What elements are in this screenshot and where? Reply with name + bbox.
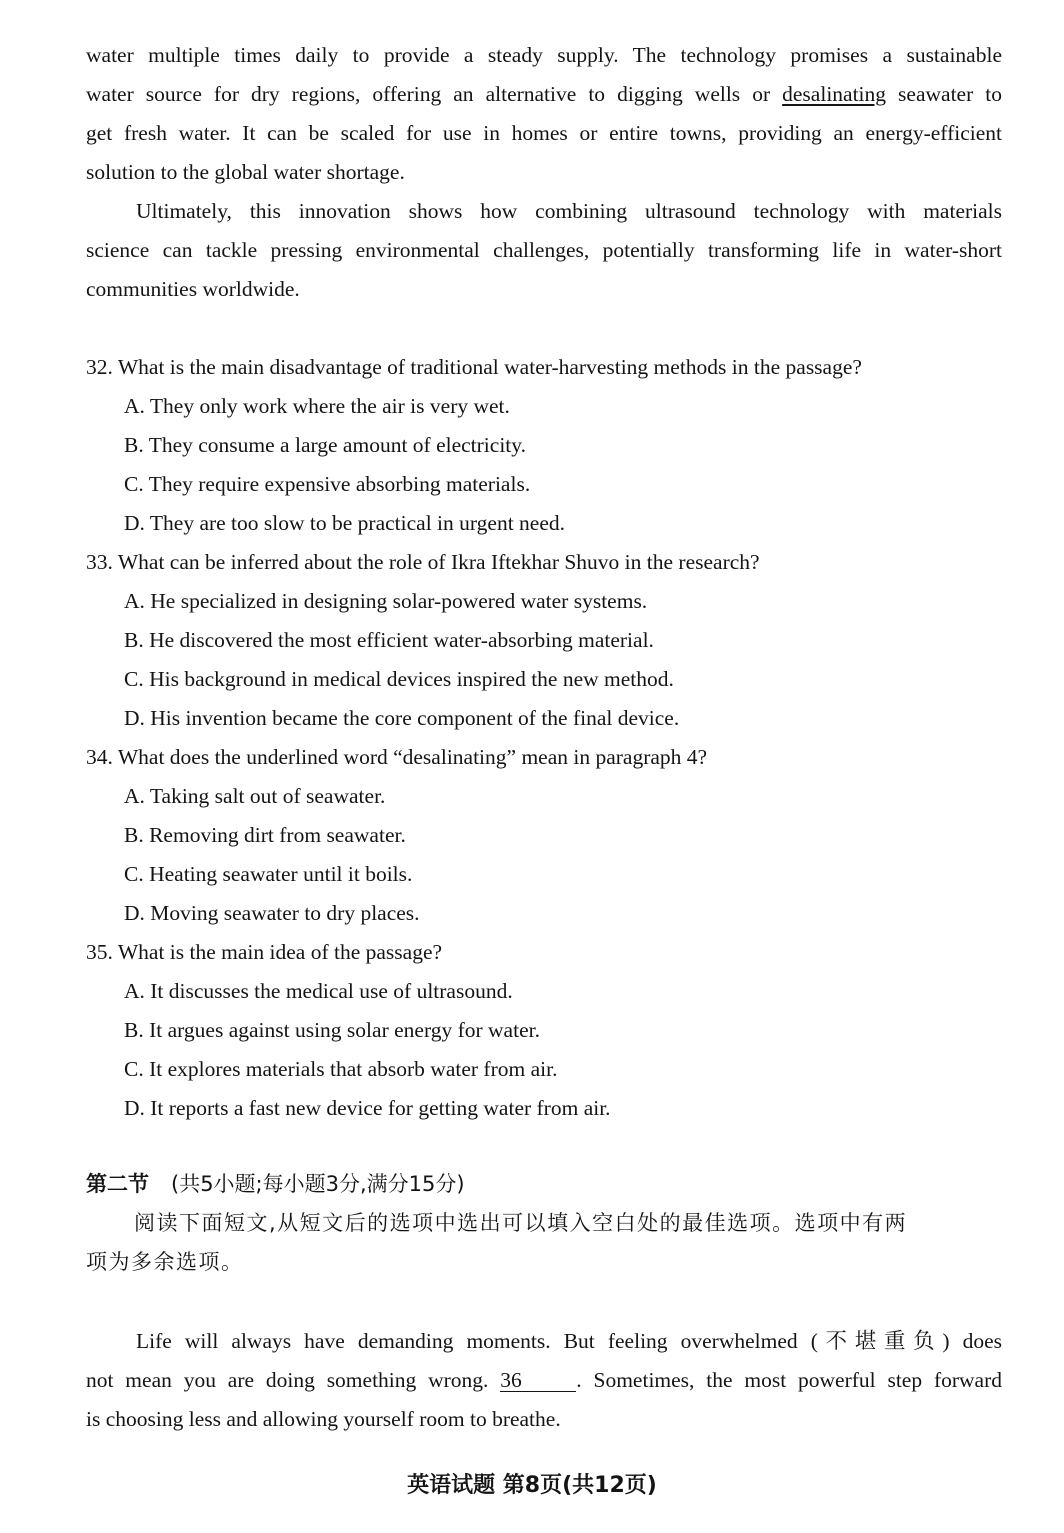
section-2-title: 第二节 [86,1172,149,1196]
blank-36[interactable]: 36 [500,1369,576,1392]
cloze-line-3: is choosing less and allowing yourself room to breathe. [86,1407,561,1431]
section-2-instruction-line-1: 阅读下面短文,从短文后的选项中选出可以填入空白处的最佳选项。选项中有两 [134,1211,908,1235]
question-35-stem: 35. What is the main idea of the passage? [86,940,443,964]
question-35-option-c: C. It explores materials that absorb water from air. [124,1057,558,1081]
question-35-option-d: D. It reports a fast new device for getting water from air. [124,1096,611,1120]
question-34-option-b: B. Removing dirt from seawater. [124,823,406,847]
question-32-option-a: A. They only work where the air is very wet. [124,394,510,418]
question-34-option-a: A. Taking salt out of seawater. [124,784,386,808]
passage-line: water source for dry regions, offering an alternative to digging wells or desalinating seawater to [86,82,1003,106]
section-2-points: (共5小题;每小题3分,满分15分) [171,1172,465,1196]
passage-line: get fresh water. It can be scaled for use in homes or entire towns, providing an energy-efficient [86,121,1002,145]
passage-paragraph-5 [86,192,1002,309]
question-33-option-b: B. He discovered the most efficient water-absorbing material. [124,628,654,652]
page-footer: 英语试题 第8页(共12页) [407,1473,657,1498]
passage-line: Ultimately, this innovation shows how combining ultrasound technology with materials [136,199,1002,223]
question-34-option-d: D. Moving seawater to dry places. [124,901,420,925]
cloze-line-1: Life will always have demanding moments. But feeling overwhelmed (不堪重负) does [136,1329,1002,1353]
question-35-option-a: A. It discusses the medical use of ultrasound. [124,979,513,1003]
passage-line: communities worldwide. [86,277,300,301]
question-33-stem: 33. What can be inferred about the role of Ikra Iftekhar Shuvo in the research? [86,550,760,574]
question-34-option-c: C. Heating seawater until it boils. [124,862,413,886]
cloze-line-2: not mean you are doing something wrong. 36 . Sometimes, the most powerful step forward [86,1368,1002,1392]
question-32-stem: 32. What is the main disadvantage of traditional water-harvesting methods in the passage? [86,355,862,379]
question-33-option-d: D. His invention became the core component of the final device. [124,706,680,730]
section-2-instruction-line-2: 项为多余选项。 [86,1250,244,1274]
question-33-option-a: A. He specialized in designing solar-powered water systems. [124,589,648,613]
question-33-option-c: C. His background in medical devices inspired the new method. [124,667,674,691]
question-32-option-b: B. They consume a large amount of electricity. [124,433,527,457]
question-35-option-b: B. It argues against using solar energy for water. [124,1018,540,1042]
question-32-option-c: C. They require expensive absorbing materials. [124,472,531,496]
question-32-option-d: D. They are too slow to be practical in urgent need. [124,511,566,535]
underlined-word-desalinating: desalinating [782,82,887,106]
passage-line: solution to the global water shortage. [86,160,405,184]
passage-paragraph-4 [86,36,1002,192]
question-34-stem: 34. What does the underlined word “desalinating” mean in paragraph 4? [86,745,708,769]
passage-line: science can tackle pressing environmental challenges, potentially transforming life in water-short [86,238,1002,262]
section-2-heading [86,1165,465,1204]
cloze-passage [86,1322,1002,1439]
passage-line: water multiple times daily to provide a steady supply. The technology promises a sustainable [86,43,1002,67]
